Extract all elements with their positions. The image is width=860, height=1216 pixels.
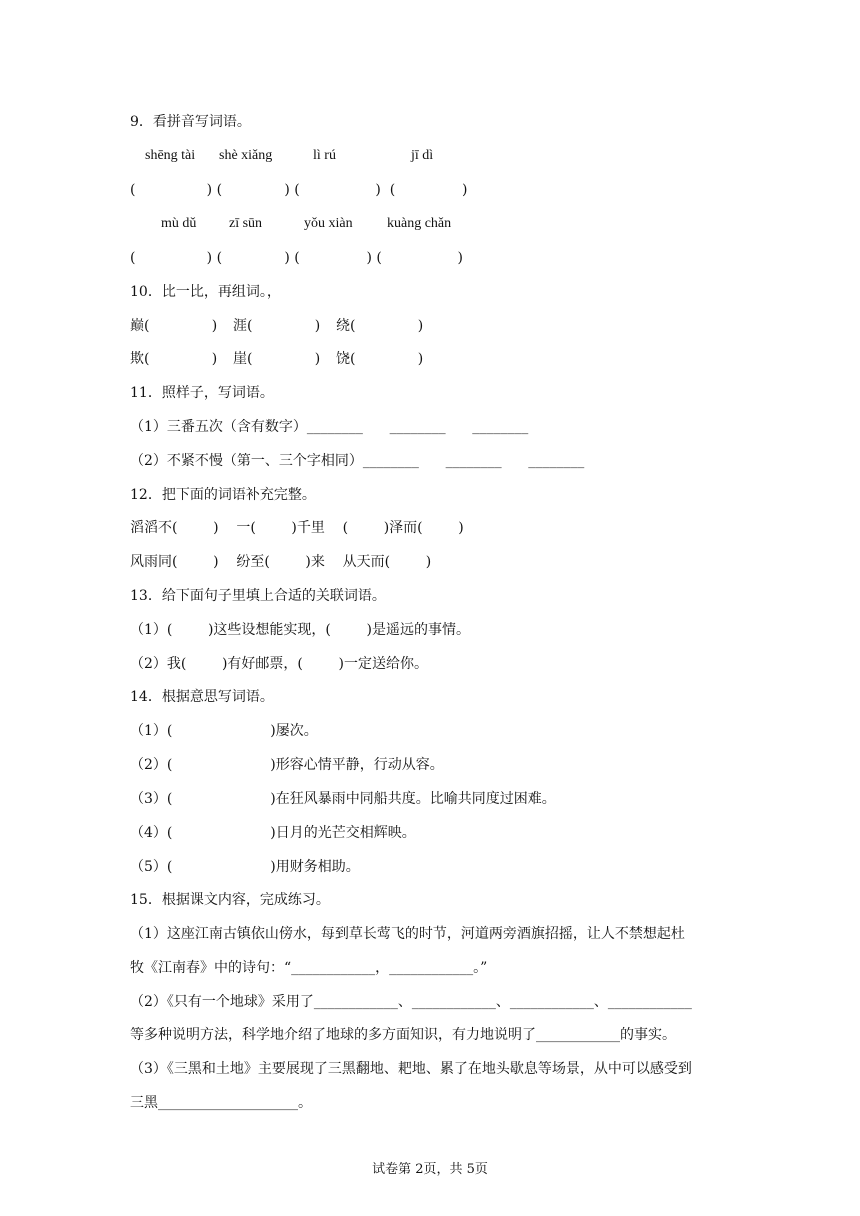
compare-word-4[interactable]: 欺( ) xyxy=(130,351,218,367)
question-14-item-1[interactable]: （1）( )屡次。 xyxy=(130,723,318,739)
question-14-item-4[interactable]: （4）( )日月的光芒交相辉映。 xyxy=(130,825,416,841)
answer-blanks-row-2[interactable]: ( ) ( ) ( ) ( ) xyxy=(130,250,463,266)
pinyin-1: shēng tài xyxy=(145,148,196,163)
pinyin-2: shè xiǎng xyxy=(219,148,273,163)
question-9-title: 9．看拼音写词语。 xyxy=(130,114,251,130)
question-15-line-6[interactable]: 三黑____________________。 xyxy=(130,1095,312,1111)
question-14-item-3[interactable]: （3）( )在狂风暴雨中同船共度。比喻共同度过困难。 xyxy=(130,791,556,807)
question-11-title: 11．照样子，写词语。 xyxy=(130,385,274,401)
page-footer: 试卷第 2页，共 5页 xyxy=(372,1162,488,1177)
answer-blanks-row-1[interactable]: ( ) ( ) ( ) ( ) xyxy=(130,182,468,198)
compare-word-3[interactable]: 绕( ) xyxy=(336,318,424,334)
compare-word-1[interactable]: 巅( ) xyxy=(130,318,218,334)
question-14-title: 14．根据意思写词语。 xyxy=(130,689,274,705)
pinyin-7: yǒu xiàn xyxy=(304,216,353,231)
question-15-line-3[interactable]: （2）《只有一个地球》采用了____________、____________、____________、____________ xyxy=(130,994,692,1010)
pinyin-5: mù dǔ xyxy=(161,216,197,231)
question-13-title: 13．给下面句子里填上合适的关联词语。 xyxy=(130,588,386,604)
question-10-title: 10．比一比，再组词。， xyxy=(130,284,281,300)
compare-word-5[interactable]: 崖( ) xyxy=(233,351,321,367)
compare-word-6[interactable]: 饶( ) xyxy=(336,351,424,367)
question-11-item-2[interactable]: （2）不紧不慢（第一、三个字相同）________ ________ ________ xyxy=(130,453,585,469)
pinyin-4: jī dì xyxy=(411,148,434,163)
question-13-item-2[interactable]: （2）我( )有好邮票，( )一定送给你。 xyxy=(130,656,428,672)
question-13-item-1[interactable]: （1）( )这些设想能实现，( )是遥远的事情。 xyxy=(130,622,470,638)
question-15-line-1: （1）这座江南古镇依山傍水，每到草长莺飞的时节，河道两旁酒旗招摇，让人不禁想起杜 xyxy=(130,926,685,942)
question-15-line-2[interactable]: 牧《江南春》中的诗句：“____________，____________。” xyxy=(130,960,488,976)
idiom-row-2[interactable]: 风雨同( ) 纷至( )来 从天而( ) xyxy=(130,554,432,570)
idiom-row-1[interactable]: 滔滔不( ) 一( )千里 ( )泽而( ) xyxy=(130,520,464,536)
pinyin-6: zī sūn xyxy=(229,216,263,231)
compare-word-2[interactable]: 涯( ) xyxy=(233,318,321,334)
question-15-title: 15．根据课文内容，完成练习。 xyxy=(130,892,330,908)
question-14-item-2[interactable]: （2）( )形容心情平静，行动从容。 xyxy=(130,757,444,773)
pinyin-8: kuàng chǎn xyxy=(387,216,452,231)
question-12-title: 12．把下面的词语补充完整。 xyxy=(130,487,316,503)
question-11-item-1[interactable]: （1）三番五次（含有数字）________ ________ ________ xyxy=(130,419,529,435)
question-15-line-4[interactable]: 等多种说明方法，科学地介绍了地球的多方面知识，有力地说明了____________的事实。 xyxy=(130,1027,676,1043)
question-15-line-5: （3）《三黑和土地》主要展现了三黑翻地、耙地、累了在地头歇息等场景，从中可以感受到 xyxy=(130,1061,692,1077)
question-14-item-5[interactable]: （5）( )用财务相助。 xyxy=(130,859,360,875)
pinyin-3: lì rú xyxy=(313,148,336,163)
